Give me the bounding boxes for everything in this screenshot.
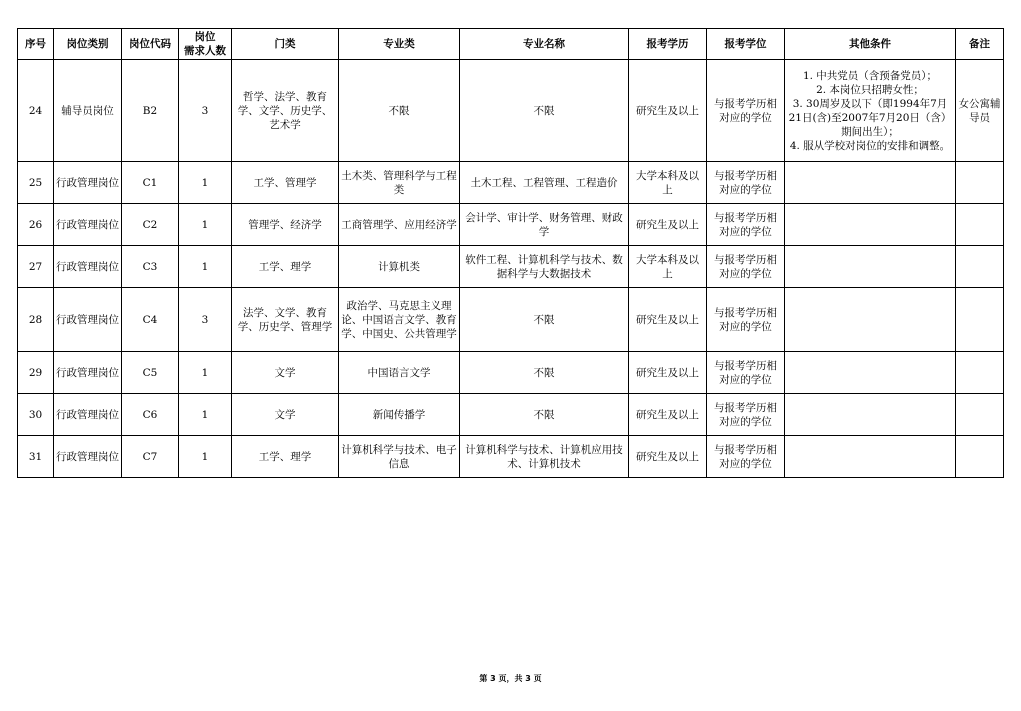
cell-discipline: 工学、理学 [232,436,339,478]
table-row [18,394,1004,436]
cell-education: 研究生及以上 [629,394,707,436]
cell-discipline: 工学、理学 [232,246,339,288]
cell-remark [956,246,1004,288]
cell-education: 大学本科及以上 [629,162,707,204]
cell-degree: 与报考学历相对应的学位 [707,352,785,394]
cell-education: 研究生及以上 [629,436,707,478]
table-row [18,352,1004,394]
cell-no: 24 [18,60,54,162]
cell-category: 行政管理岗位 [54,288,122,352]
cell-conditions [785,204,956,246]
cell-major-class: 计算机科学与技术、电子信息 [339,436,460,478]
cell-remark [956,394,1004,436]
cell-code: C3 [122,246,179,288]
cell-degree: 与报考学历相对应的学位 [707,394,785,436]
cell-conditions [785,60,956,162]
table-row [18,436,1004,478]
cell-major-name: 软件工程、计算机科学与技术、数据科学与大数据技术 [460,246,629,288]
header-remark: 备注 [956,29,1004,60]
cell-category: 行政管理岗位 [54,394,122,436]
cell-no: 26 [18,204,54,246]
header-major-class: 专业类 [339,29,460,60]
header-conditions: 其他条件 [785,29,956,60]
cell-code: C7 [122,436,179,478]
cell-code: C4 [122,288,179,352]
cell-code: B2 [122,60,179,162]
cell-degree: 与报考学历相对应的学位 [707,246,785,288]
cell-conditions [785,394,956,436]
page-footer: 第 3 页，共 3 页 [479,674,542,683]
cell-major-class: 不限 [339,60,460,162]
cell-category: 行政管理岗位 [54,246,122,288]
header-count [179,29,232,60]
cell-degree: 与报考学历相对应的学位 [707,204,785,246]
cell-category: 行政管理岗位 [54,162,122,204]
cell-category: 行政管理岗位 [54,204,122,246]
cell-remark [956,288,1004,352]
cell-major-class: 工商管理学、应用经济学 [339,204,460,246]
cell-major-name: 不限 [460,60,629,162]
table-row [18,246,1004,288]
cell-discipline: 文学 [232,352,339,394]
cell-remark: 女公寓辅导员 [956,60,1004,162]
cell-education: 研究生及以上 [629,288,707,352]
cell-remark [956,162,1004,204]
cell-major-name: 土木工程、工程管理、工程造价 [460,162,629,204]
header-count-line: 需求人数 [184,45,226,57]
cell-category: 行政管理岗位 [54,352,122,394]
cell-discipline: 工学、管理学 [232,162,339,204]
cell-major-class: 新闻传播学 [339,394,460,436]
job-positions-table [17,28,1004,478]
header-category: 岗位类别 [54,29,122,60]
table-row [18,288,1004,352]
cell-major-name: 不限 [460,394,629,436]
cell-category: 辅导员岗位 [54,60,122,162]
header-major-name: 专业名称 [460,29,629,60]
header-discipline: 门类 [232,29,339,60]
cell-code: C5 [122,352,179,394]
cell-major-name: 不限 [460,288,629,352]
cell-discipline: 管理学、经济学 [232,204,339,246]
table-row [18,60,1004,162]
cell-major-name: 计算机科学与技术、计算机应用技术、计算机技术 [460,436,629,478]
header-code: 岗位代码 [122,29,179,60]
cell-no: 25 [18,162,54,204]
condition-line: 1. 中共党员（含预备党员）； [802,69,938,82]
cell-discipline: 文学 [232,394,339,436]
cell-count: 1 [179,246,232,288]
cell-discipline: 法学、文学、教育学、历史学、管理学 [232,288,339,352]
cell-major-name: 会计学、审计学、财务管理、财政学 [460,204,629,246]
cell-no: 31 [18,436,54,478]
table-row [18,162,1004,204]
cell-category: 行政管理岗位 [54,436,122,478]
cell-education: 研究生及以上 [629,204,707,246]
cell-count: 1 [179,436,232,478]
cell-conditions [785,288,956,352]
condition-line: 4. 服从学校对岗位的安排和调整。 [789,139,951,152]
cell-discipline: 哲学、法学、教育学、文学、历史学、艺术学 [232,60,339,162]
cell-major-name: 不限 [460,352,629,394]
cell-remark [956,204,1004,246]
header-degree: 报考学位 [707,29,785,60]
cell-code: C6 [122,394,179,436]
cell-count: 1 [179,352,232,394]
cell-education: 研究生及以上 [629,60,707,162]
cell-major-class: 中国语言文学 [339,352,460,394]
cell-degree: 与报考学历相对应的学位 [707,162,785,204]
cell-no: 27 [18,246,54,288]
cell-remark [956,352,1004,394]
header-education: 报考学历 [629,29,707,60]
cell-conditions [785,352,956,394]
cell-major-class: 土木类、管理科学与工程类 [339,162,460,204]
condition-line: 3. 30周岁及以下（即1994年7月21日(含)至2007年7月20日（含）期间出生）； [788,97,952,138]
cell-count: 3 [179,60,232,162]
cell-code: C1 [122,162,179,204]
cell-count: 3 [179,288,232,352]
header-count-line: 岗位 [194,31,216,43]
cell-major-class: 计算机类 [339,246,460,288]
cell-major-class: 政治学、马克思主义理论、中国语言文学、教育学、中国史、公共管理学 [339,288,460,352]
table-row [18,204,1004,246]
cell-count: 1 [179,204,232,246]
cell-count: 1 [179,162,232,204]
cell-no: 30 [18,394,54,436]
cell-degree: 与报考学历相对应的学位 [707,288,785,352]
cell-conditions [785,162,956,204]
cell-code: C2 [122,204,179,246]
cell-no: 29 [18,352,54,394]
cell-education: 大学本科及以上 [629,246,707,288]
condition-line: 2. 本岗位只招聘女性； [816,83,924,96]
cell-education: 研究生及以上 [629,352,707,394]
cell-degree: 与报考学历相对应的学位 [707,436,785,478]
cell-degree: 与报考学历相对应的学位 [707,60,785,162]
table-header-row [18,29,1004,60]
cell-count: 1 [179,394,232,436]
header-no: 序号 [18,29,54,60]
cell-conditions [785,246,956,288]
cell-conditions [785,436,956,478]
cell-remark [956,436,1004,478]
cell-no: 28 [18,288,54,352]
